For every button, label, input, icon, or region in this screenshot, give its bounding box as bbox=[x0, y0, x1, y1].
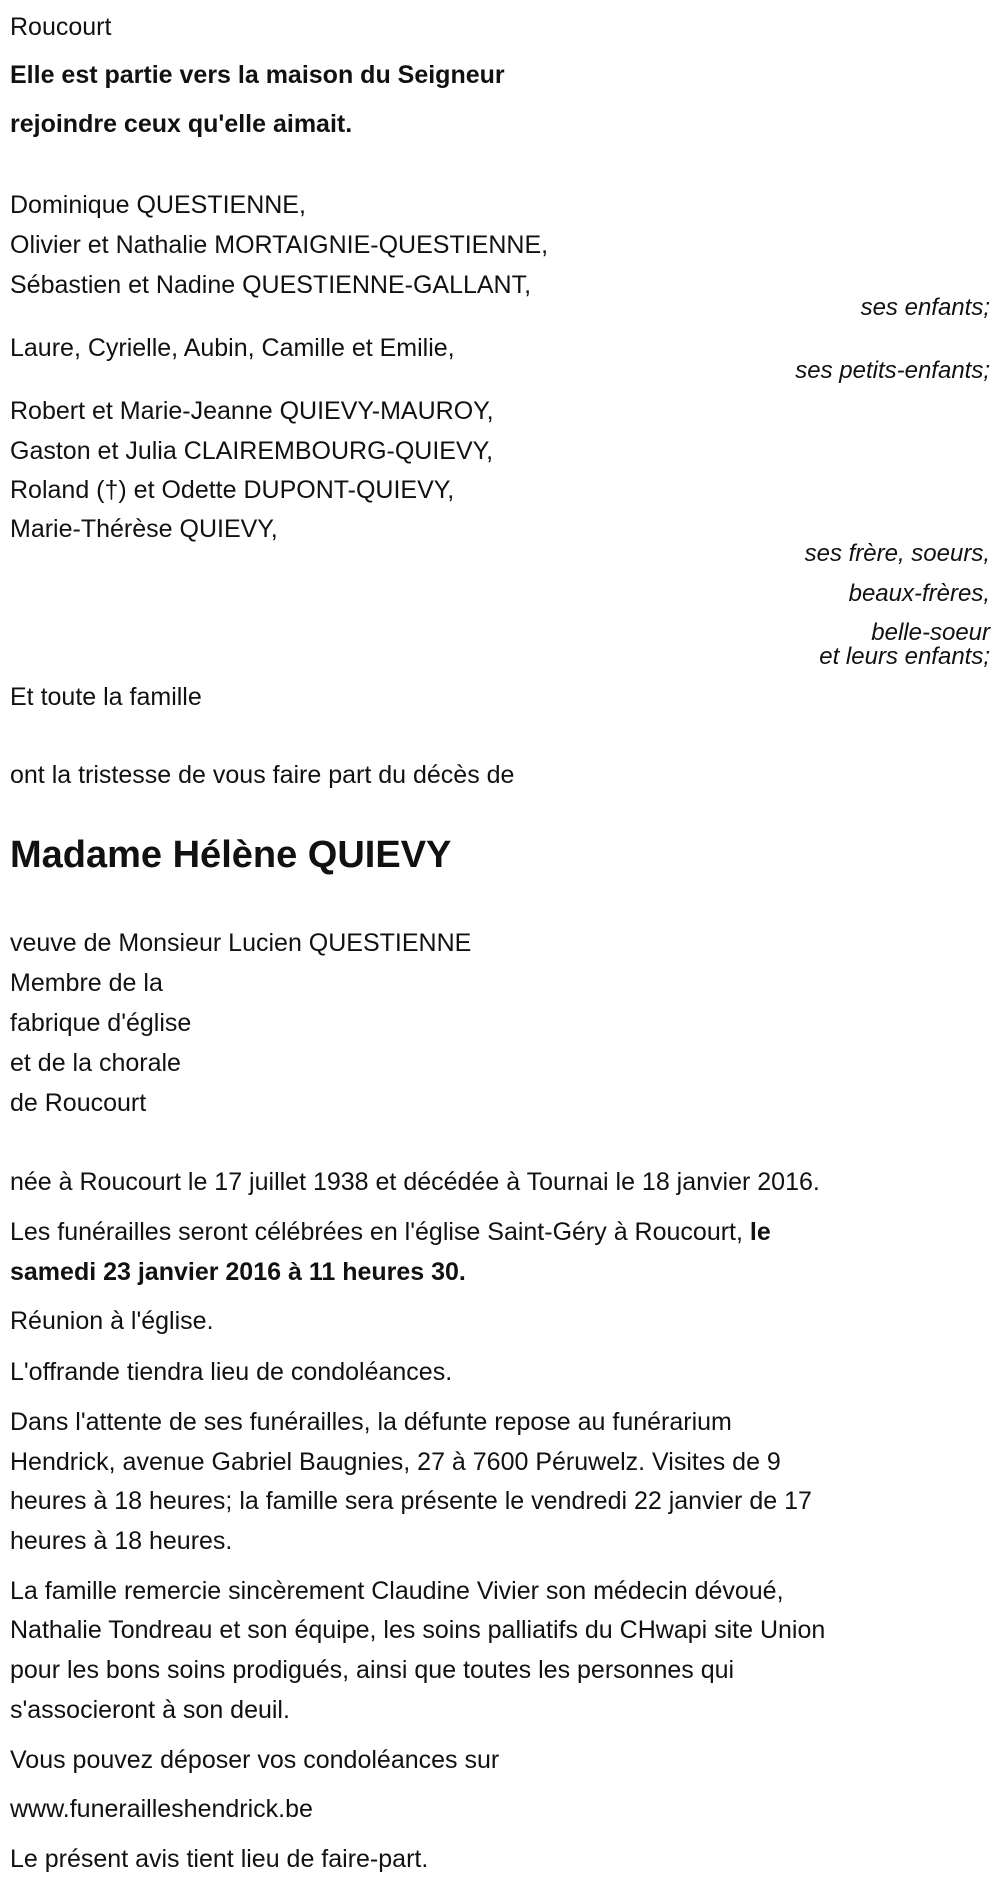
detail: veuve de Monsieur Lucien QUESTIENNE bbox=[10, 929, 472, 957]
verse-line: Elle est partie vers la maison du Seigneur bbox=[10, 61, 505, 89]
child: Dominique QUESTIENNE, bbox=[10, 191, 306, 219]
sibling: Robert et Marie-Jeanne QUIEVY-MAUROY, bbox=[10, 397, 494, 425]
visit-line: Dans l'attente de ses funérailles, la défunte repose au funérarium bbox=[10, 1408, 732, 1436]
grandchildren: Laure, Cyrielle, Aubin, Camille et Emilie, bbox=[10, 334, 455, 362]
sibling: Gaston et Julia CLAIREMBOURG-QUIEVY, bbox=[10, 437, 494, 465]
condolences: Vous pouvez déposer vos condoléances sur bbox=[10, 1746, 500, 1774]
family: Et toute la famille bbox=[10, 683, 202, 711]
visit-line: heures à 18 heures; la famille sera présente le vendredi 22 janvier de 17 bbox=[10, 1487, 812, 1515]
funeral-line bbox=[10, 1217, 771, 1247]
funeral-text: Les funérailles seront célébrées en l'église Saint-Géry à Roucourt, bbox=[10, 1218, 750, 1246]
child: Sébastien et Nadine QUESTIENNE-GALLANT, bbox=[10, 271, 532, 299]
thanks-line: s'associeront à son deuil. bbox=[10, 1696, 290, 1724]
website-link[interactable]: www.funerailleshendrick.be bbox=[10, 1795, 313, 1823]
birth-death: née à Roucourt le 17 juillet 1938 et décédée à Tournai le 18 janvier 2016. bbox=[10, 1168, 820, 1196]
announce: ont la tristesse de vous faire part du décès de bbox=[10, 761, 515, 789]
child: Olivier et Nathalie MORTAIGNIE-QUESTIENNE, bbox=[10, 231, 549, 259]
detail: fabrique d'église bbox=[10, 1009, 192, 1037]
grandchildren-label: ses petits-enfants; bbox=[795, 357, 990, 384]
funeral-date: le bbox=[749, 1218, 771, 1246]
thanks-line: pour les bons soins prodigués, ainsi que toutes les personnes qui bbox=[10, 1656, 735, 1684]
meeting: Réunion à l'église. bbox=[10, 1307, 214, 1335]
verse-line: rejoindre ceux qu'elle aimait. bbox=[10, 110, 353, 138]
siblings-label: belle-soeur bbox=[871, 619, 990, 646]
deceased-name: Madame Hélène QUIEVY bbox=[10, 834, 452, 876]
sibling: Marie-Thérèse QUIEVY, bbox=[10, 515, 278, 543]
siblings-label: et leurs enfants; bbox=[819, 643, 990, 670]
detail: Membre de la bbox=[10, 969, 163, 997]
offering: L'offrande tiendra lieu de condoléances. bbox=[10, 1358, 453, 1386]
sibling: Roland (†) et Odette DUPONT-QUIEVY, bbox=[10, 476, 455, 504]
notice: Le présent avis tient lieu de faire-part. bbox=[10, 1845, 429, 1873]
visit-line: Hendrick, avenue Gabriel Baugnies, 27 à 7600 Péruwelz. Visites de 9 bbox=[10, 1448, 781, 1476]
siblings-label: beaux-frères, bbox=[848, 580, 990, 607]
visit-line: heures à 18 heures. bbox=[10, 1527, 233, 1555]
siblings-label: ses frère, soeurs, bbox=[804, 540, 990, 567]
funeral-date: samedi 23 janvier 2016 à 11 heures 30. bbox=[10, 1258, 466, 1286]
thanks-line: La famille remercie sincèrement Claudine Vivier son médecin dévoué, bbox=[10, 1577, 784, 1605]
children-label: ses enfants; bbox=[860, 294, 990, 321]
place: Roucourt bbox=[10, 13, 112, 41]
detail: de Roucourt bbox=[10, 1089, 147, 1117]
thanks-line: Nathalie Tondreau et son équipe, les soins palliatifs du CHwapi site Union bbox=[10, 1616, 826, 1644]
detail: et de la chorale bbox=[10, 1049, 181, 1077]
